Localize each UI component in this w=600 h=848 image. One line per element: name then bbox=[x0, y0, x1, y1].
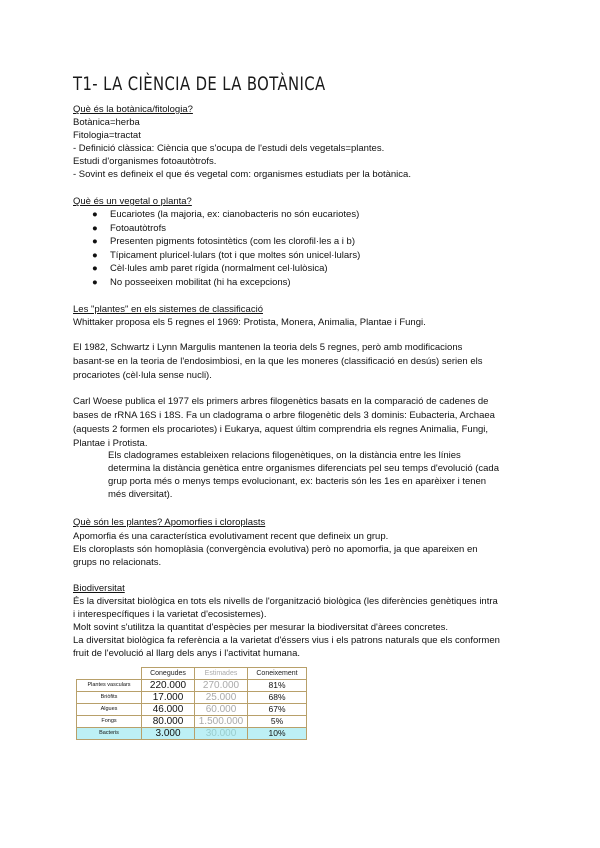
table-header-cell: Coneixement bbox=[248, 668, 307, 680]
table-row bbox=[77, 680, 307, 692]
text-line: basant-se en la teoria de l'endosimbiosi, en la que les moneres (classificació en desús) serien els bbox=[73, 356, 483, 367]
text-line: Fitologia=tractat bbox=[73, 130, 141, 141]
table-row bbox=[77, 704, 307, 716]
list-item: ● Eucariotes (la majoria, ex: cianobacteris no són eucariotes) bbox=[92, 209, 360, 220]
page-title: T1- LA CIÈNCIA DE LA BOTÀNICA bbox=[73, 73, 326, 95]
text-line: La diversitat biològica fa referència a la varietat d'éssers vius i els patrons naturals que els conformen bbox=[73, 635, 500, 646]
table-cell: 270.000 bbox=[195, 680, 248, 692]
list-item: ● Típicament pluricel·lulars (tot i que moltes són unicel·lulars) bbox=[92, 249, 361, 261]
table-cell: Algues bbox=[77, 704, 142, 716]
text-line: i interespecífiques i la varietat d'ecosistemes). bbox=[73, 609, 267, 620]
section-heading-botanica: Què és la botànica/fitologia? bbox=[73, 104, 193, 115]
bullet-icon: ● bbox=[92, 276, 98, 288]
table-cell: 25.000 bbox=[195, 692, 248, 704]
indented-text-line: més diversitat). bbox=[108, 489, 173, 500]
text-line: (aquests 2 formen els procariotes) i Eukarya, aquest últim comprendria els regnes Animalia, Fungi, bbox=[73, 424, 489, 435]
table-cell: 30.000 bbox=[195, 728, 248, 740]
text-line: Carl Woese publica el 1977 els primers arbres filogenètics basats en la comparació de cadenes de bbox=[73, 396, 489, 407]
text-line: Molt sovint s'utilitza la quantitat d'espècies per mesurar la biodiversitat d'àrees concretes. bbox=[73, 622, 449, 633]
table-cell: 3.000 bbox=[142, 728, 195, 740]
table-row bbox=[77, 692, 307, 704]
table-cell: 5% bbox=[248, 716, 307, 728]
species-table bbox=[76, 667, 307, 740]
table-cell: 220.000 bbox=[142, 680, 195, 692]
table-cell: 81% bbox=[248, 680, 307, 692]
table-cell: Briòfits bbox=[77, 692, 142, 704]
table-header-cell: Estimades bbox=[195, 668, 248, 680]
indented-text-line: grup porta més o menys temps evolucionant, ex: bacteris són les 1es en aparèixer i tenen bbox=[108, 476, 487, 487]
text-line: Els cloroplasts són homoplàsia (convergència evolutiva) però no apomorfia, ja que apareixen en bbox=[73, 544, 478, 555]
text-line: grups no relacionats. bbox=[73, 557, 162, 568]
list-item: ● Fotoautòtrofs bbox=[92, 222, 166, 234]
bullet-list bbox=[92, 208, 360, 289]
section-heading-apomorfies: Què són les plantes? Apomorfies i cloroplasts bbox=[73, 517, 266, 528]
indented-text-line: Els cladogrames estableixen relacions filogenètiques, on la distància entre les línies bbox=[108, 450, 461, 461]
list-item: ● No posseeixen mobilitat (hi ha excepcions) bbox=[92, 276, 291, 288]
text-line: És la diversitat biològica en tots els nivells de l'organització biològica (les diferències genètiques intra bbox=[73, 596, 498, 607]
table-header-row bbox=[77, 668, 307, 680]
table-cell: 60.000 bbox=[195, 704, 248, 716]
text-line: Apomorfia és una característica evolutivament recent que defineix un grup. bbox=[73, 531, 389, 542]
table-cell: Bacteris bbox=[77, 728, 142, 740]
list-item: ● Cèl·lules amb paret rígida (normalment cel·lulòsica) bbox=[92, 263, 328, 274]
text-line: - Definició clàssica: Ciència que s'ocupa de l'estudi dels vegetals=plantes. bbox=[73, 143, 385, 154]
text-line: bases de rRNA 16S i 18S. Fa un cladograma o arbre filogenètic dels 3 dominis: Eubacteria, Archaea bbox=[73, 410, 495, 421]
table-cell: 67% bbox=[248, 704, 307, 716]
text-line: El 1982, Schwartz i Lynn Margulis mantenen la teoria dels 5 regnes, però amb modificacions bbox=[73, 342, 463, 353]
table-row-highlighted bbox=[77, 728, 307, 740]
section-heading-vegetal: Què és un vegetal o planta? bbox=[73, 196, 192, 207]
bullet-icon: ● bbox=[92, 249, 98, 261]
section-heading-classificacio: Les "plantes" en els sistemes de classificació bbox=[73, 304, 263, 315]
table-cell: 80.000 bbox=[142, 716, 195, 728]
table-cell: Fongs bbox=[77, 716, 142, 728]
text-line: Plantae i Protista. bbox=[73, 438, 148, 449]
list-item: ● Presenten pigments fotosintètics (com les clorofil·les a i b) bbox=[92, 236, 355, 247]
table-header-cell bbox=[77, 668, 142, 680]
text-line: - Sovint es defineix el que és vegetal com: organismes estudiats per la botànica. bbox=[73, 169, 411, 180]
text-line: Botànica=herba bbox=[73, 117, 140, 128]
table-cell: 46.000 bbox=[142, 704, 195, 716]
bullet-icon: ● bbox=[92, 263, 98, 274]
section-heading-biodiversitat: Biodiversitat bbox=[73, 583, 125, 594]
table-header-cell: Conegudes bbox=[142, 668, 195, 680]
bullet-icon: ● bbox=[92, 222, 98, 234]
bullet-icon: ● bbox=[92, 236, 98, 247]
table-cell: 10% bbox=[248, 728, 307, 740]
text-line: Estudi d'organismes fotoautòtrofs. bbox=[73, 156, 217, 167]
table-cell: 17.000 bbox=[142, 692, 195, 704]
text-line: fruit de l'evolució al llarg dels anys i l'activitat humana. bbox=[73, 648, 300, 659]
table-cell: 1.500.000 bbox=[195, 716, 248, 728]
table-cell: Plantes vasculars bbox=[77, 680, 142, 692]
text-line: procariotes (cèl·lula sense nucli). bbox=[73, 370, 212, 381]
indented-text-line: determina la distància genètica entre organismes diferenciats pel seu temps d'evolució (cada bbox=[108, 463, 500, 474]
table-row bbox=[77, 716, 307, 728]
text-line: Whittaker proposa els 5 regnes el 1969: Protista, Monera, Animalia, Plantae i Fungi. bbox=[73, 317, 426, 328]
bullet-icon: ● bbox=[92, 209, 98, 220]
table-cell: 68% bbox=[248, 692, 307, 704]
